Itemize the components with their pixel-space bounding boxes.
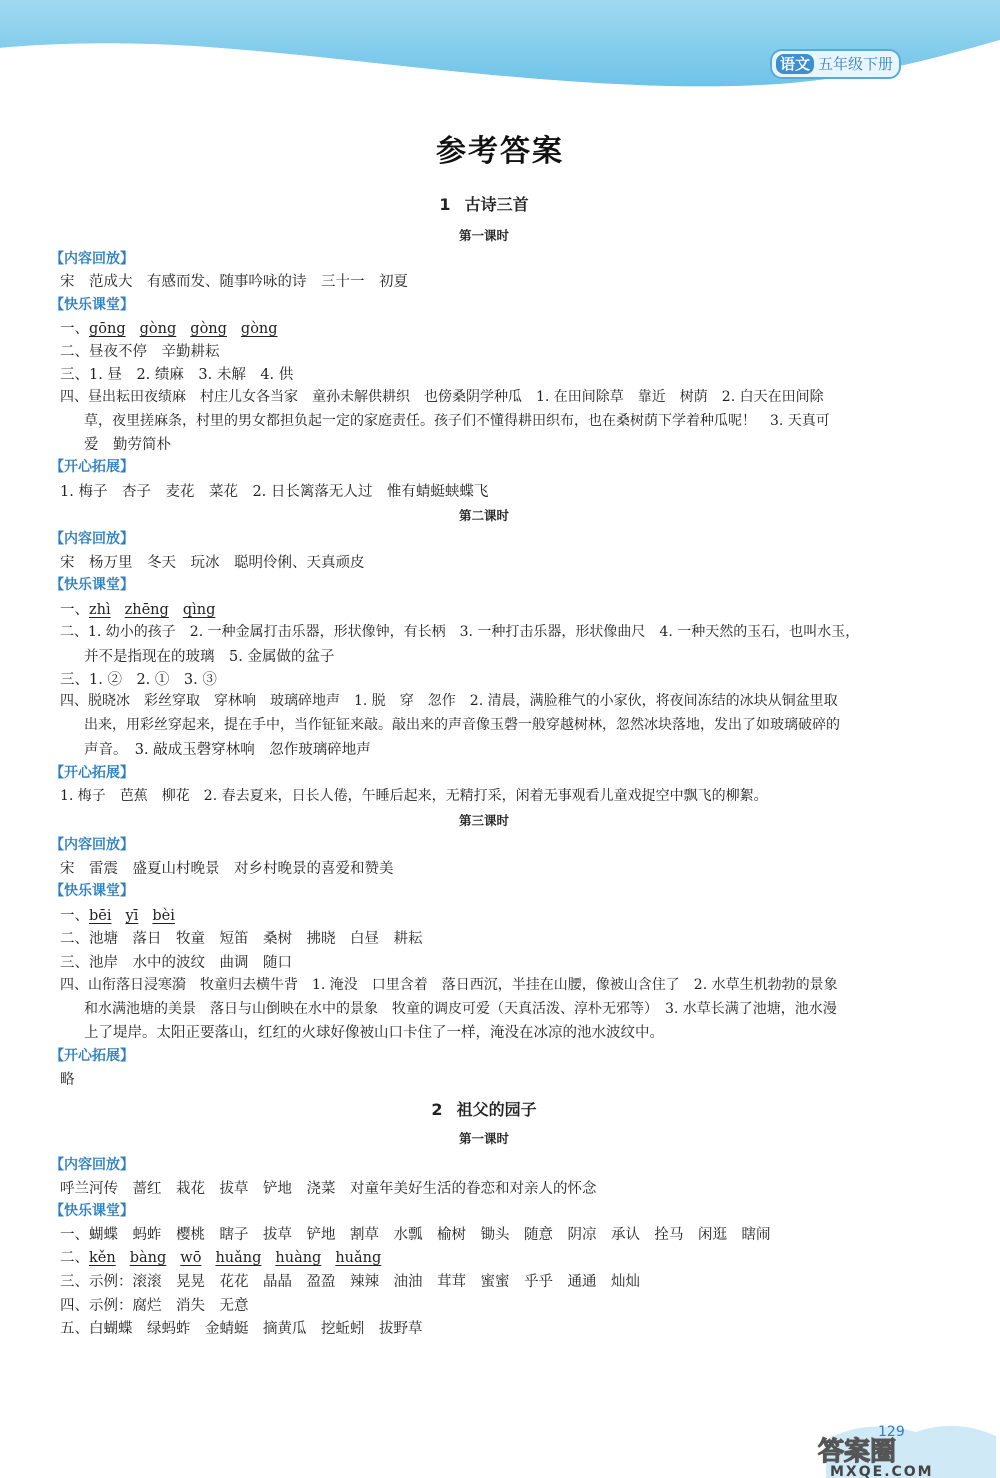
footer-watermark xyxy=(806,1410,1000,1478)
section-classroom: 【快乐课堂】 xyxy=(50,297,134,313)
watermark-url: MXQE.COM xyxy=(830,1464,934,1478)
answer-line-pinyin xyxy=(60,317,278,338)
lesson-heading-1 xyxy=(0,192,968,215)
pinyin: bàng xyxy=(129,1250,167,1266)
answer-line: 上了堤岸。太阳正要落山，红红的火球好像被山口卡住了一样，淹没在冰凉的池水波纹中。 xyxy=(84,1025,664,1041)
answer-line: 1. 梅子 芭蕉 柳花 2. 春去夏来，日长人倦，午睡后起来，无精打采，闲着无事观看儿童戏捉空中飘飞的柳絮。 xyxy=(60,788,768,804)
pinyin: bèi xyxy=(152,908,175,924)
answer-line: 三、示例：滚滚 晃晃 花花 晶晶 盈盈 辣辣 油油 茸茸 蜜蜜 乎乎 通通 灿灿 xyxy=(60,1274,640,1290)
answer-line: 1. 梅子 杏子 麦花 菜花 2. 日长篱落无人过 惟有蜻蜓蛱蝶飞 xyxy=(60,484,489,500)
answer-line: 爱 勤劳简朴 xyxy=(84,437,171,453)
answer-line-pinyin xyxy=(60,598,215,619)
answer-line: 二、昼夜不停 辛勤耕耘 xyxy=(60,344,220,360)
grade-label: 五年级下册 xyxy=(818,55,894,73)
section-classroom: 【快乐课堂】 xyxy=(50,1203,134,1219)
pinyin: huàng xyxy=(275,1250,322,1266)
answer-line: 并不是指现在的玻璃 5. 金属做的盆子 xyxy=(84,649,335,665)
period-heading: 第二课时 xyxy=(458,508,509,523)
lesson-heading-2 xyxy=(0,1097,968,1120)
pinyin: zhì xyxy=(89,602,111,618)
period-heading: 第一课时 xyxy=(458,1131,509,1146)
section-review: 【内容回放】 xyxy=(50,531,134,547)
answer-line: 三、1. ② 2. ① 3. ③ xyxy=(60,672,217,688)
section-extend: 【开心拓展】 xyxy=(50,459,134,475)
answer-line: 三、池岸 水中的波纹 曲调 随口 xyxy=(60,955,292,971)
pinyin: gòng xyxy=(240,321,278,337)
pinyin: qìng xyxy=(182,602,216,618)
answer-line: 草，夜里搓麻条，村里的男女都担负起一定的家庭责任。孩子们不懂得耕田织布，也在桑树荫下学着种瓜呢！ 3. 天真可 xyxy=(84,413,830,429)
answer-line: 声音。 3. 敲成玉磬穿林响 忽作玻璃碎地声 xyxy=(84,742,371,758)
answer-line: 呼兰河传 蔷红 栽花 拔草 铲地 浇菜 对童年美好生活的眷恋和对亲人的怀念 xyxy=(60,1181,597,1197)
answer-line: 一、蝴蝶 蚂蚱 樱桃 瞎子 拔草 铲地 割草 水瓢 榆树 锄头 随意 阴凉 承认 拴马 闲逛 瞎闹 xyxy=(60,1227,771,1243)
answer-line: 二、1. 幼小的孩子 2. 一种金属打击乐器，形状像钟，有长柄 3. 一种打击乐器，形状像曲尺 4. 一种天然的玉石，也叫水玉， xyxy=(60,624,860,640)
section-classroom: 【快乐课堂】 xyxy=(50,577,134,593)
section-classroom: 【快乐课堂】 xyxy=(50,883,134,899)
lesson-number: 2 xyxy=(431,1100,443,1119)
answer-line: 四、示例：腐烂 消失 无意 xyxy=(60,1298,249,1314)
answer-line: 略 xyxy=(60,1072,75,1088)
item-prefix: 一、 xyxy=(60,602,89,618)
answer-line-pinyin xyxy=(60,1246,381,1267)
answer-line: 四、山衔落日浸寒漪 牧童归去横牛背 1. 淹没 口里含着 落日西沉，半挂在山腰，像被山含住了 2. 水草生机勃勃的景象 xyxy=(60,977,838,993)
answer-line: 宋 杨万里 冬天 玩冰 聪明伶俐、天真顽皮 xyxy=(60,555,365,571)
section-review: 【内容回放】 xyxy=(50,251,134,267)
lesson-title: 祖父的园子 xyxy=(456,1100,537,1119)
answer-line: 五、白蝴蝶 绿蚂蚱 金蜻蜓 摘黄瓜 挖蚯蚓 拔野草 xyxy=(60,1321,423,1337)
item-prefix: 一、 xyxy=(60,908,89,924)
subject-label: 语文 xyxy=(776,54,814,74)
answer-line: 和水满池塘的美景 落日与山倒映在水中的景象 牧童的调皮可爱（天真活泼、淳朴无邪等） 3. 水草长满了池塘，池水漫 xyxy=(84,1001,837,1017)
pinyin: yī xyxy=(125,908,139,924)
answer-line: 宋 范成大 有感而发、随事吟咏的诗 三十一 初夏 xyxy=(60,274,408,290)
item-prefix: 二、 xyxy=(60,1250,89,1266)
pinyin: huǎng xyxy=(215,1250,262,1266)
page-title: 参考答案 xyxy=(436,134,564,169)
pinyin: kěn xyxy=(89,1250,116,1266)
answer-line-pinyin xyxy=(60,904,175,925)
answer-line: 四、脱晓冰 彩丝穿取 穿林响 玻璃碎地声 1. 脱 穿 忽作 2. 清晨，满脸稚气的小家伙，将夜间冻结的冰块从铜盆里取 xyxy=(60,693,838,709)
answer-line: 二、池塘 落日 牧童 短笛 桑树 拂晓 白昼 耕耘 xyxy=(60,931,423,947)
item-prefix: 一、 xyxy=(60,321,89,337)
section-extend: 【开心拓展】 xyxy=(50,1048,134,1064)
pinyin: wō xyxy=(180,1250,202,1266)
answer-line: 宋 雷震 盛夏山村晚景 对乡村晚景的喜爱和赞美 xyxy=(60,861,394,877)
lesson-number: 1 xyxy=(439,195,451,214)
answer-line: 四、昼出耘田夜绩麻 村庄儿女各当家 童孙未解供耕织 也傍桑阴学种瓜 1. 在田间除草 靠近 树荫 2. 白天在田间除 xyxy=(60,389,824,405)
pinyin: huǎng xyxy=(335,1250,382,1266)
answer-line: 三、1. 昼 2. 绩麻 3. 未解 4. 供 xyxy=(60,367,294,383)
pinyin: bēi xyxy=(89,908,112,924)
lesson-title: 古诗三首 xyxy=(464,195,529,214)
watermark-text: 答案圈 xyxy=(818,1437,897,1467)
pinyin: zhēng xyxy=(124,602,169,618)
answer-line: 出来，用彩丝穿起来，提在手中，当作钲钲来敲。敲出来的声音像玉磬一般穿越树林，忽然冰块落地，发出了如玻璃破碎的 xyxy=(84,717,840,733)
period-heading: 第一课时 xyxy=(458,228,509,243)
section-extend: 【开心拓展】 xyxy=(50,765,134,781)
pinyin: gōng xyxy=(89,321,126,337)
period-heading: 第三课时 xyxy=(458,813,509,828)
subject-badge xyxy=(770,49,901,79)
pinyin: gòng xyxy=(139,321,177,337)
section-review: 【内容回放】 xyxy=(50,837,134,853)
page-number: 129 xyxy=(878,1424,905,1440)
pinyin: gòng xyxy=(190,321,227,337)
section-review: 【内容回放】 xyxy=(50,1157,134,1173)
